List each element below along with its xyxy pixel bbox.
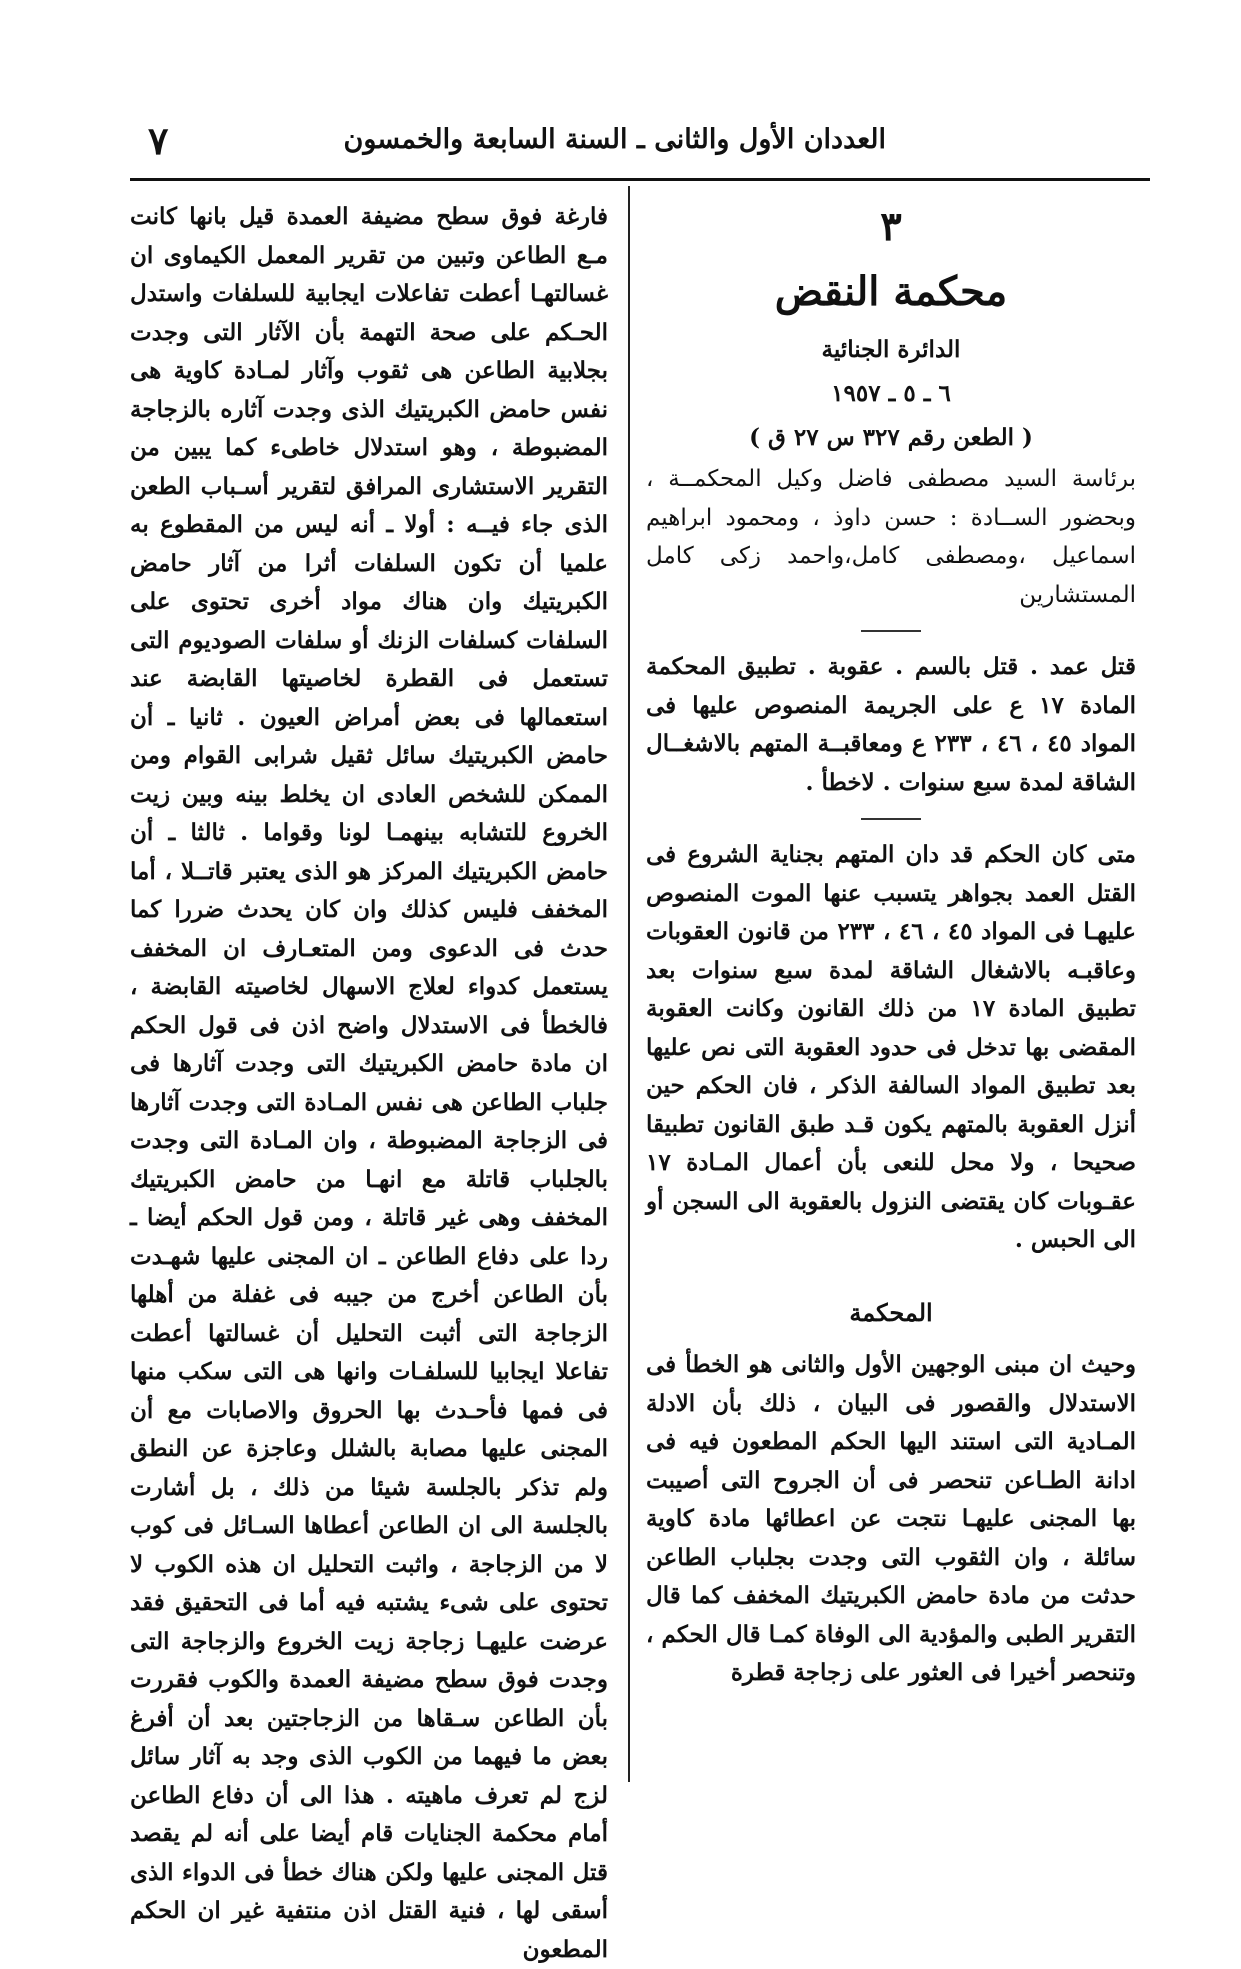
left-column	[130, 198, 608, 1969]
right-column	[646, 198, 1136, 1693]
case-summary: قتل عمد . قتل بالسم . عقوبة . تطبيق المحكمة المادة ١٧ ع على الجريمة المنصوص عليها فى المواد ٤٥ ، ٤٦ ، ٢٣٣ ع ومعاقبــة المتهم بالاشغــال الشاقة لمدة سبع سنوات . لاخطأ .	[646, 653, 1136, 796]
divider	[861, 818, 921, 820]
panel-composition: برئاسة السيد مصطفى فاضل وكيل المحكمــة ، وبحضور الســادة : حسن داوذ ، ومحمود ابراهيم اسماعيل ،ومصطفى كامل،واحمد زكى كامل المستشارين	[646, 466, 1136, 608]
running-title: العددان الأول والثانى ـ السنة السابعة والخمسون	[343, 124, 886, 155]
section-title: المحكمة	[849, 1297, 933, 1327]
page-header	[0, 118, 1241, 168]
column-divider	[628, 186, 630, 1782]
appeal-number: ( الطعن رقم ٣٢٧ س ٢٧ ق )	[749, 424, 1033, 451]
court-reasoning-right: وحيث ان مبنى الوجهين الأول والثانى هو الخطأ فى الاستدلال والقصور فى البيان ، ذلك بأن الادلة المـادية التى استند اليها الحكم المطعون فيه فى ادانة الطـاعن تنحصر فى أن الجروح التى أصيبت بها المجنى عليهـا نتجت عن اعطائها مادة كاوية سائلة ، وان الثقوب التى وجدت بجلباب الطاعن حدثت من مادة حامض الكبريتيك المخفف كما قال التقرير الطبى والمؤدية الى الوفاة كمـا قال الحكم ، وتنحصر أخيرا فى العثور على زجاجة قطرة	[646, 1351, 1136, 1686]
divider	[861, 630, 921, 632]
court-reasoning-left: فارغة فوق سطح مضيفة العمدة قيل بانها كانت مـع الطاعن وتبين من تقرير المعمل الكيماوى ان غسالتهـا أعطت تفاعلات ايجابية للسلفات واستدل الحـكم على صحة التهمة بأن الآثار التى وجدت بجلابية الطاعن هى ثقوب وآثار لمـادة كاوية هى نفس حامض الكبريتيك الذى وجدت آثاره بالزجاجة المضبوطة ، وهو استدلال خاطىء كما يبين من التقرير الاستشارى المرافق لتقرير أسـباب الطعن الذى جاء فيــه : أولا ـ أنه ليس من المقطوع به علميا أن تكون السلفات أثرا من آثار حامض الكبريتيك وان هناك مواد أخرى تحتوى على السلفات كسلفات الزنك أو سلفات الصوديوم التى تستعمل فى القطرة لخاصيتها القابضة عند استعمالها فى بعض أمراض العيون . ثانيا ـ أن حامض الكبريتيك سائل ثقيل شرابى القوام ومن الممكن للشخص العادى ان يخلط بينه وبين زيت الخروع للتشابه بينهمـا لونا وقواما . ثالثا ـ أن حامض الكبريتيك المركز هو الذى يعتبر قاتــلا ، أما المخفف فليس كذلك وان كان يحدث ضررا كما حدث فى الدعوى ومن المتعـارف ان المخفف يستعمل كدواء لعلاج الاسهال لخاصيته القابضة ، فالخطأ فى الاستدلال واضح اذن فى قول الحكم ان مادة حامض الكبريتيك التى وجدت آثارها فى جلباب الطاعن هى نفس المـادة التى وجدت آثارها فى الزجاجة المضبوطة ، وان المـادة التى وجدت بالجلباب قاتلة مع انهـا من حامض الكبريتيك المخفف وهى غير قاتلة ، ومن قول الحكم أيضا ـ ردا على دفاع الطاعن ـ ان المجنى عليها شهـدت بأن الطاعن أخرج من جيبه فى غفلة من أهلها الزجاجة التى أثبت التحليل أن غسالتها أعطت تفاعلا ايجابيا للسلفـات وانها هى التى سكب منها فى فمها فأحـدث بها الحروق والاصابات مع أن المجنى عليها مصابة بالشلل وعاجزة عن النطق ولم تذكر بالجلسة شيئا من ذلك ، بل أشارت بالجلسة الى ان الطاعن أعطاها السـائل فى كوب لا من الزجاجة ، واثبت التحليل ان هذه الكوب لا تحتوى على شىء يشتبه فيه أما فى التحقيق فقد عرضت عليهـا زجاجة زيت الخروع والزجاجة التى وجدت فوق سطح مضيفة العمدة والكوب فقررت بأن الطاعن سـقاها من الزجاجتين بعد أن أفرغ بعض ما فيهما من الكوب الذى وجد به آثار سائل لزج لم تعرف ماهيته . هذا الى أن دفاع الطاعن أمام محكمة الجنايات قام أيضا على أنه لم يقصد قتل المجنى عليها ولكن هناك خطأ فى الدواء الذى أسقى لها ، فنية القتل اذن منتفية غير ان الحكم المطعون	[130, 203, 608, 1963]
page-number: ٧	[148, 118, 169, 163]
legal-principle: متى كان الحكم قد دان المتهم بجناية الشروع فى القتل العمد بجواهر يتسبب عنها الموت المنصوص عليهـا فى المواد ٤٥ ، ٤٦ ، ٢٣٣ من قانون العقوبات وعاقبـه بالاشغال الشاقة لمدة سبع سنوات بعد تطبيق المادة ١٧ من ذلك القانون وكانت العقوبة المقضى بها تدخل فى حدود العقوبة التى نص عليها بعد تطبيق المواد السالفة الذكر ، فان الحكم حين أنزل العقوبة بالمتهم يكون قـد طبق القانون تطبيقا صحيحا ، ولا محل للنعى بأن أعمال المـادة ١٧ عقـوبات كان يقتضى النزول بالعقوبة الى السجن أو الى الحبس .	[646, 841, 1136, 1253]
case-number: ٣	[880, 203, 902, 250]
circuit-name: الدائرة الجنائية	[821, 336, 961, 363]
header-rule	[130, 178, 1150, 181]
judgment-date: ٦ ـ ٥ ـ ١٩٥٧	[831, 380, 951, 407]
court-name: محكمة النقض	[774, 268, 1008, 315]
